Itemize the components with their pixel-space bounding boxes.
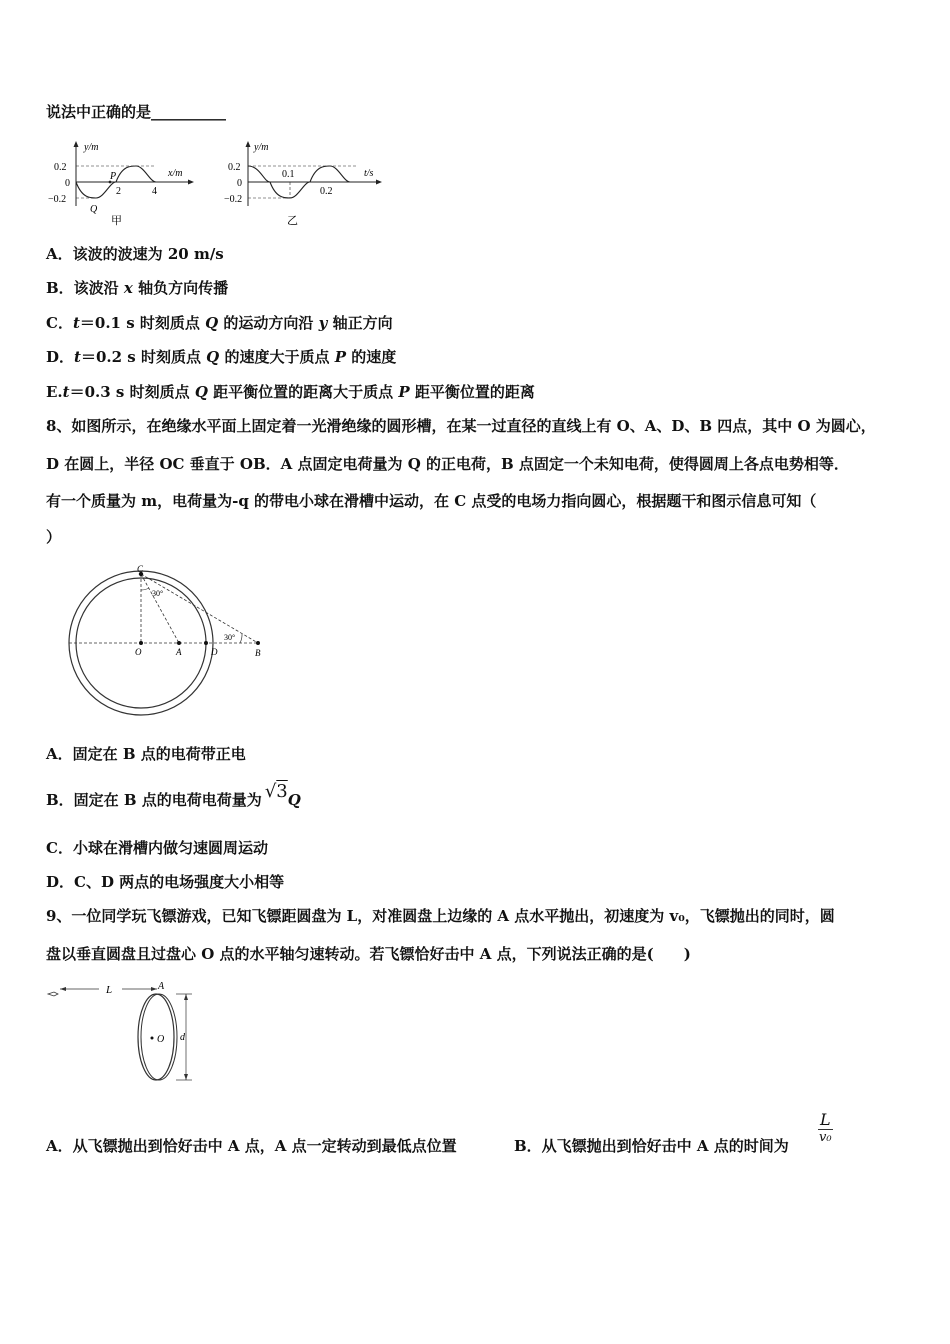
- jia-yaxis-label: y/m: [84, 142, 99, 153]
- q8-label-d: D: [211, 647, 218, 657]
- q8-option-d: D．C、D 两点的电场强度大小相等: [46, 873, 285, 891]
- q7-option-d: D．t＝0.2 s 时刻质点 Q 的速度大于质点 P 的速度: [46, 348, 397, 366]
- vibration-graph-yi: [224, 138, 389, 230]
- q8-stem-line1: 8、如图所示，在绝缘水平面上固定着一光滑绝缘的圆形槽，在某一过直径的直线上有 O、A、D、B 四点，其中 O 为圆心，: [46, 417, 876, 435]
- yi-tick-y-zero: 0: [237, 178, 242, 189]
- jia-caption: 甲: [111, 215, 122, 227]
- wave-graph-jia: [46, 138, 196, 230]
- q7-option-e: E.t＝0.3 s 时刻质点 Q 距平衡位置的距离大于质点 P 距平衡位置的距离: [46, 383, 535, 401]
- yi-tick-x-0.2: 0.2: [320, 186, 333, 197]
- q8-label-c: C: [137, 564, 144, 574]
- jia-tick-x-4: 4: [152, 186, 157, 197]
- q8-ring-figure: [60, 560, 280, 720]
- q8-stem-line2: D 在圆上，半径 OC 垂直于 OB．A 点固定电荷量为 Q 的正电荷，B 点固定一个未知电荷，使得圆周上各点电势相等．: [46, 455, 849, 473]
- jia-point-q: Q: [90, 204, 98, 215]
- yi-caption: 乙: [287, 215, 298, 227]
- q8-option-b: B．固定在 B 点的电荷电荷量为 √3Q: [46, 781, 301, 809]
- jia-tick-y-zero: 0: [65, 178, 70, 189]
- q9-stem-line2: 盘以垂直圆盘且过盘心 O 点的水平轴匀速转动。若飞镖恰好击中 A 点，下列说法正确的是( ): [46, 945, 691, 963]
- jia-tick-x-2: 2: [116, 186, 121, 197]
- q8-label-o: O: [135, 647, 142, 657]
- sqrt-symbol: √3: [264, 781, 288, 802]
- q9-label-a: A: [158, 981, 165, 992]
- yi-tick-y-top: 0.2: [228, 162, 241, 173]
- q8-angle-c: 30°: [152, 589, 164, 598]
- q7-option-b: B．该波沿 x 轴负方向传播: [46, 279, 229, 297]
- fraction-numerator: L: [820, 1110, 831, 1129]
- q7-option-a: A．该波的波速为 20 m/s: [46, 245, 224, 263]
- q9-label-d: d: [180, 1032, 185, 1043]
- q9-label-l: L: [106, 984, 113, 996]
- yi-tick-x-0.1: 0.1: [282, 169, 295, 180]
- q8-option-c: C．小球在滑槽内做匀速圆周运动: [46, 839, 268, 857]
- q9-option-b-fraction: [818, 1110, 833, 1145]
- fraction-denominator: v₀: [819, 1130, 832, 1145]
- jia-point-p: P: [110, 171, 117, 182]
- q9-stem-line1: 9、一位同学玩飞镖游戏，已知飞镖距圆盘为 L，对准圆盘上边缘的 A 点水平抛出，初速度为 v₀，飞镖抛出的同时，圆: [46, 907, 835, 925]
- yi-xaxis-label: t/s: [364, 168, 374, 179]
- q9-option-b: B．从飞镖抛出到恰好击中 A 点的时间为: [514, 1137, 789, 1155]
- q7-stem: 说法中正确的是__________: [46, 103, 227, 121]
- jia-tick-y-bottom: −0.2: [48, 194, 67, 205]
- q7-option-c: C．t＝0.1 s 时刻质点 Q 的运动方向沿 y 轴正方向: [46, 314, 393, 332]
- q8-stem-line3: 有一个质量为 m，电荷量为-q 的带电小球在滑槽中运动，在 C 点受的电场力指向圆心，根据题干和图示信息可知（: [46, 492, 817, 510]
- q9-dart-figure: [44, 980, 204, 1086]
- yi-yaxis-label: y/m: [254, 142, 269, 153]
- q8-label-b: B: [255, 648, 261, 658]
- q8-option-a: A．固定在 B 点的电荷带正电: [46, 745, 246, 763]
- jia-xaxis-label: x/m: [168, 168, 183, 179]
- q8-angle-b: 30°: [224, 633, 236, 642]
- q9-option-a: A．从飞镖抛出到恰好击中 A 点，A 点一定转动到最低点位置: [46, 1137, 457, 1155]
- q9-label-o: O: [157, 1034, 165, 1045]
- jia-tick-y-top: 0.2: [54, 162, 67, 173]
- q8-label-a: A: [176, 647, 182, 657]
- q8-stem-line4: ）: [46, 528, 62, 546]
- yi-tick-y-bottom: −0.2: [224, 194, 243, 205]
